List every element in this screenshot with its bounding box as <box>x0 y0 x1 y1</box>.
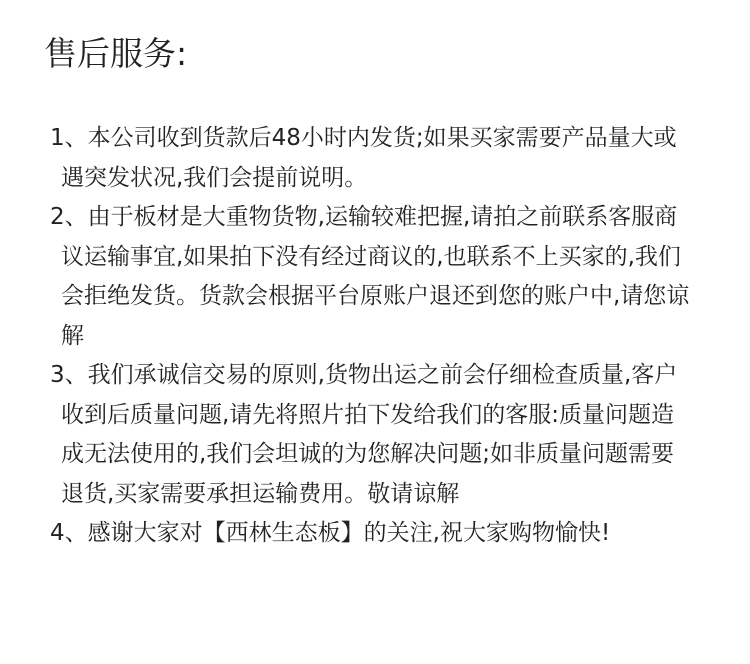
service-term-4: 4、感谢大家对【西林生态板】的关注,祝大家购物愉快! <box>50 520 611 546</box>
section-title: 售后服务: <box>44 34 188 73</box>
service-term-1: 1、本公司收到货款后48小时内发货;如果买家需要产品量大或遇突发状况,我们会提前说明。 <box>50 125 677 191</box>
service-term-3: 3、我们承诚信交易的原则,货物出运之前会仔细检查质量,客户收到后质量问题,请先将照片拍下发给我们的客服:质量问题造成无法使用的,我们会坦诚的为您解决问题;如非质量问题需要退货,买家需要承担运输费用。敬请谅解 <box>50 362 678 507</box>
service-terms-list <box>50 119 690 554</box>
service-term-2: 2、由于板材是大重物货物,运输较难把握,请拍之前联系客服商议运输事宜,如果拍下没有经过商议的,也联系不上买家的,我们会拒绝发货。货款会根据平台原账户退还到您的账户中,请您谅解 <box>50 204 690 349</box>
